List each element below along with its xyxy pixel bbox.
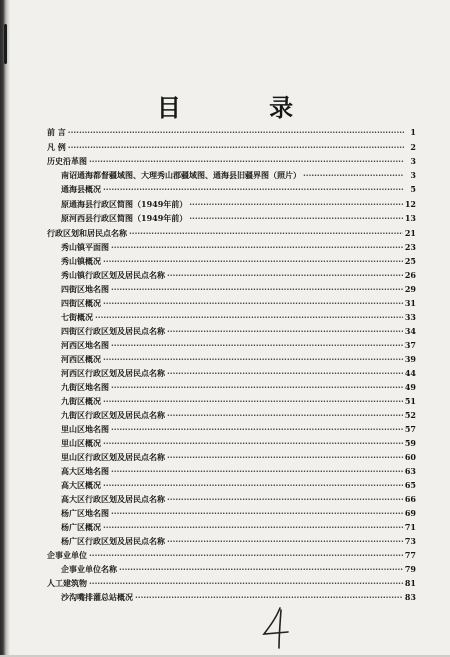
toc-entry-page-number: 73 bbox=[404, 536, 416, 546]
toc-entry-label: 南诏通海都督疆域图、大理秀山郡疆域图、通海县旧疆界图（照片） bbox=[61, 170, 301, 180]
toc-entry bbox=[61, 451, 416, 463]
toc-entry bbox=[47, 227, 416, 239]
toc-entry bbox=[61, 409, 416, 421]
toc-entry-label: 里山区概况 bbox=[61, 438, 101, 448]
toc-entry-page-number: 63 bbox=[404, 466, 416, 476]
toc-entry-label: 高大区概况 bbox=[61, 480, 101, 490]
toc-leader-dots bbox=[167, 451, 403, 463]
toc-entry-page-number: 79 bbox=[404, 564, 416, 574]
toc-leader-dots bbox=[303, 169, 404, 181]
toc-entry bbox=[61, 423, 416, 435]
toc-entry-label: 企事业单位名称 bbox=[61, 564, 117, 574]
toc-entry-page-number: 2 bbox=[410, 142, 416, 152]
toc-leader-dots bbox=[167, 535, 403, 547]
toc-entry-page-number: 21 bbox=[404, 228, 416, 238]
toc-leader-dots bbox=[167, 367, 403, 379]
toc-entry-label: 高大区地名图 bbox=[61, 466, 109, 476]
toc-entry-label: 杨广区行政区划及居民点名称 bbox=[61, 536, 165, 546]
toc-entry-label: 河西区行政区划及居民点名称 bbox=[61, 368, 165, 378]
toc-entry bbox=[61, 198, 416, 210]
toc-entry bbox=[61, 212, 416, 224]
toc-entry bbox=[61, 283, 416, 295]
binding-mark bbox=[4, 24, 7, 64]
toc-entry-label: 秀山镇平面图 bbox=[61, 242, 109, 252]
toc-entry bbox=[61, 507, 416, 519]
toc-entry-label: 人工建筑物 bbox=[47, 578, 87, 588]
toc-entry-label: 河西区地名图 bbox=[61, 340, 109, 350]
toc-leader-dots bbox=[129, 227, 403, 239]
toc-leader-dots bbox=[103, 353, 403, 365]
toc-entry-label: 原河西县行政区简图（1949年前） bbox=[61, 213, 188, 223]
toc-entry bbox=[61, 437, 416, 449]
toc-entry-page-number: 5 bbox=[410, 184, 416, 194]
toc-entry-page-number: 60 bbox=[404, 452, 416, 462]
toc-leader-dots bbox=[103, 395, 403, 407]
toc-entry-page-number: 65 bbox=[404, 480, 416, 490]
toc-entry-label: 四街区行政区划及居民点名称 bbox=[61, 326, 165, 336]
toc-entry-page-number: 66 bbox=[404, 494, 416, 504]
toc-entry bbox=[61, 535, 416, 547]
toc-entry-page-number: 81 bbox=[404, 578, 416, 588]
toc-entry-label: 历史沿革图 bbox=[47, 156, 87, 166]
toc-entry bbox=[61, 563, 416, 575]
toc-entry-page-number: 69 bbox=[404, 508, 416, 518]
toc-entry bbox=[47, 141, 416, 153]
toc-entry-label: 河西区概况 bbox=[61, 354, 101, 364]
toc-entry-page-number: 13 bbox=[404, 213, 416, 223]
toc-entry-label: 秀山镇行政区划及居民点名称 bbox=[61, 270, 165, 280]
toc-entry-page-number: 3 bbox=[410, 170, 416, 180]
toc-entry bbox=[61, 241, 416, 253]
toc-entry-page-number: 3 bbox=[410, 156, 416, 166]
toc-entry-page-number: 25 bbox=[404, 256, 416, 266]
toc-leader-dots bbox=[103, 479, 403, 491]
toc-leader-dots bbox=[167, 409, 403, 421]
toc-leader-dots bbox=[89, 155, 404, 167]
toc-entry bbox=[47, 549, 416, 561]
handwritten-page-number bbox=[262, 606, 292, 650]
toc-leader-dots bbox=[103, 183, 404, 195]
toc-leader-dots bbox=[189, 198, 403, 210]
toc-entry-label: 秀山镇概况 bbox=[61, 256, 101, 266]
toc-entry-page-number: 34 bbox=[404, 326, 416, 336]
toc-entry-label: 企事业单位 bbox=[47, 550, 87, 560]
toc-entry bbox=[47, 126, 416, 138]
toc-leader-dots bbox=[111, 339, 403, 351]
toc-entry-page-number: 83 bbox=[404, 592, 416, 602]
toc-entry-label: 前 言 bbox=[47, 127, 66, 137]
toc-leader-dots bbox=[111, 381, 403, 393]
toc-entry-page-number: 23 bbox=[404, 242, 416, 252]
toc-entry-page-number: 37 bbox=[404, 340, 416, 350]
toc-leader-dots bbox=[167, 325, 403, 337]
toc-leader-dots bbox=[167, 269, 403, 281]
toc-leader-dots bbox=[103, 297, 403, 309]
toc-leader-dots bbox=[119, 563, 403, 575]
toc-entry-label: 高大区行政区划及居民点名称 bbox=[61, 494, 165, 504]
toc-entry-page-number: 57 bbox=[404, 424, 416, 434]
toc-entry bbox=[61, 465, 416, 477]
toc-entry-page-number: 77 bbox=[404, 550, 416, 560]
toc-leader-dots bbox=[167, 493, 403, 505]
toc-entry-label: 里山区地名图 bbox=[61, 424, 109, 434]
toc-entry-page-number: 33 bbox=[404, 312, 416, 322]
toc-entry-label: 通海县概况 bbox=[61, 184, 101, 194]
toc-leader-dots bbox=[111, 283, 403, 295]
toc-entry-label: 沙沟嘴排灌总站概况 bbox=[61, 592, 133, 602]
toc-leader-dots bbox=[68, 141, 404, 153]
toc-entry bbox=[61, 183, 416, 195]
toc-leader-dots bbox=[103, 255, 403, 267]
toc-leader-dots bbox=[111, 465, 403, 477]
toc-leader-dots bbox=[111, 423, 403, 435]
toc-entry bbox=[61, 353, 416, 365]
toc-entry bbox=[47, 577, 416, 589]
toc-entry bbox=[61, 479, 416, 491]
toc-entry bbox=[61, 269, 416, 281]
toc-leader-dots bbox=[135, 591, 403, 603]
toc-entry bbox=[61, 325, 416, 337]
toc-entry-label: 四街区地名图 bbox=[61, 284, 109, 294]
toc-entry-label: 行政区划和居民点名称 bbox=[47, 228, 127, 238]
toc-leader-dots bbox=[189, 212, 403, 224]
toc-entry bbox=[61, 591, 416, 603]
toc-entry-page-number: 49 bbox=[404, 382, 416, 392]
toc-entry-page-number: 44 bbox=[404, 368, 416, 378]
toc-entry bbox=[61, 395, 416, 407]
toc-entry-label: 里山区行政区划及居民点名称 bbox=[61, 452, 165, 462]
toc-entry-label: 四街区概况 bbox=[61, 298, 101, 308]
toc-leader-dots bbox=[103, 437, 403, 449]
toc-leader-dots bbox=[111, 507, 403, 519]
toc-entry bbox=[61, 297, 416, 309]
toc-entry-page-number: 1 bbox=[410, 127, 416, 137]
toc-entry-label: 杨广区地名图 bbox=[61, 508, 109, 518]
toc-entry-page-number: 31 bbox=[404, 298, 416, 308]
toc-entry bbox=[61, 367, 416, 379]
toc-entry bbox=[61, 381, 416, 393]
toc-entry-label: 九街区行政区划及居民点名称 bbox=[61, 410, 165, 420]
toc-entry-label: 原通海县行政区简图（1949年前） bbox=[61, 199, 188, 209]
toc-entry bbox=[61, 255, 416, 267]
toc-entry-label: 七街概况 bbox=[61, 312, 93, 322]
toc-entry-label: 杨广区概况 bbox=[61, 522, 101, 532]
toc-entry-page-number: 26 bbox=[404, 270, 416, 280]
toc-leader-dots bbox=[111, 241, 403, 253]
toc-entry-page-number: 59 bbox=[404, 438, 416, 448]
toc-entry bbox=[61, 493, 416, 505]
toc-leader-dots bbox=[95, 311, 403, 323]
toc-entry bbox=[61, 521, 416, 533]
toc-leader-dots bbox=[89, 549, 403, 561]
toc-entry-page-number: 52 bbox=[404, 410, 416, 420]
toc-leader-dots bbox=[89, 577, 403, 589]
toc-leader-dots bbox=[103, 521, 403, 533]
toc-entry bbox=[61, 339, 416, 351]
toc-entry-page-number: 51 bbox=[404, 396, 416, 406]
toc-entry-page-number: 12 bbox=[404, 199, 416, 209]
toc-entry-page-number: 71 bbox=[404, 522, 416, 532]
toc-entry bbox=[61, 169, 416, 181]
toc-entry-label: 凡 例 bbox=[47, 142, 66, 152]
toc-leader-dots bbox=[68, 126, 404, 138]
toc-entry-label: 九街区地名图 bbox=[61, 382, 109, 392]
toc-entry-page-number: 29 bbox=[404, 284, 416, 294]
toc-entry bbox=[61, 311, 416, 323]
toc-entry-page-number: 39 bbox=[404, 354, 416, 364]
page-title: 目 录 bbox=[156, 93, 334, 122]
toc-entry-label: 九街区概况 bbox=[61, 396, 101, 406]
toc-entry bbox=[47, 155, 416, 167]
